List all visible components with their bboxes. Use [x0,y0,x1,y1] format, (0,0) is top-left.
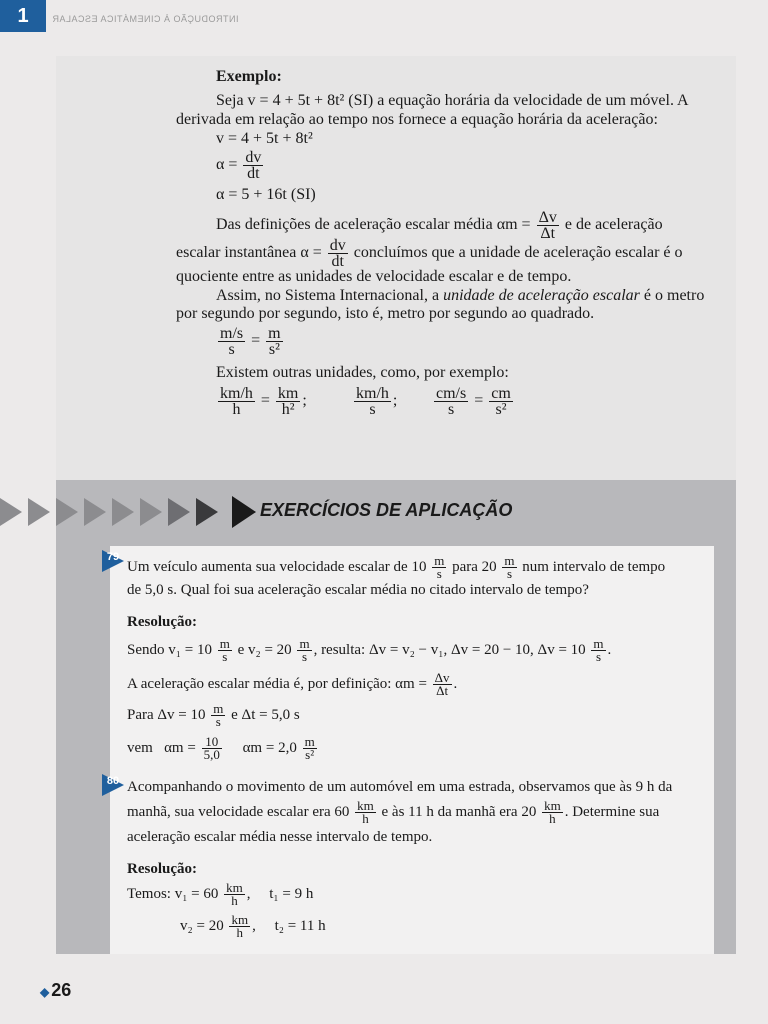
ex79-q-text-c: num intervalo de tempo [522,558,666,575]
section-arrows-decoration [0,494,258,530]
fraction-num: m [213,701,224,716]
si-line1 [216,287,704,305]
fraction-num: cm [491,385,511,402]
equation-velocity: v = 4 + 5t + 8t² [216,130,313,147]
fraction-den: s [222,649,228,664]
chapter-tab: 1 [0,0,46,32]
fraction-den: h [549,811,556,826]
ex79-r2-b: . [453,675,458,692]
fraction-den: s² [268,341,280,358]
fraction-kmh-h [218,386,255,417]
ex80-t2-a: v₂ = 20 [180,917,224,934]
fraction-num: Δv [538,209,557,226]
fraction-ms-s [218,326,245,357]
fraction-num: km [231,912,249,927]
fraction-den: Δt [436,683,449,698]
ex79-r1-a: Sendo v₁ = 10 [127,641,212,658]
diamond-icon: ◆ [40,985,50,999]
fraction-den: s [228,341,235,358]
fraction-den: s [436,566,442,581]
example-intro-line1: Seja v = 4 + 5t + 8t² (SI) a equação horária da velocidade de um móvel. A [216,92,689,109]
chevron-icon [196,498,218,526]
fraction-den: h [236,925,244,940]
ex79-question-line2: de 5,0 s. Qual foi sua aceleração escalar média no citado intervalo de tempo? [127,582,589,598]
ex79-question-line1 [127,555,665,580]
ex79-r2-a: A aceleração escalar média é, por definição: αm = [127,675,427,692]
fraction-den: 5,0 [203,747,220,762]
fraction-m-s [211,703,225,728]
chevron-icon [232,496,256,528]
ex79-r1-d: . [607,641,612,658]
fraction-num: m/s [220,325,244,342]
ex79-resolution-line2 [127,672,457,697]
fraction-m-s [297,638,311,663]
fraction-den: s [595,649,602,664]
fraction-den: h [362,811,369,826]
ex80-q-text-a: manhã, sua velocidade escalar era 60 [127,803,350,820]
fraction-num: m [268,325,281,342]
fraction-num: cm/s [436,385,467,402]
exercise-number-badge [100,772,126,798]
ex79-q-text-a: Um veículo aumenta sua velocidade escalar de 10 [127,558,427,575]
ex80-q-text-b: e às 11 h da manhã era 20 [381,803,537,820]
unit-example-2: $\frac{km/h}{s}$ ; [356,385,398,418]
fraction-num: m [434,553,445,568]
fraction-den: s [447,401,455,418]
fraction-dv-dt-mean [537,210,559,241]
fraction-num: km [277,385,299,402]
si-text-a: Assim, no Sistema Internacional, a [216,287,440,304]
ex80-t1-b: , t₁ = 9 h [246,885,314,902]
ex79-resolution-title: Resolução: [127,614,197,630]
si-line2: por segundo por segundo, isto é, metro por segundo ao quadrado. [176,305,595,322]
fraction-m-s [591,638,605,663]
ex79-resolution-line4 [127,736,319,761]
equation-derivative-lhs: α = [216,156,238,174]
example-intro-line2: derivada em relação ao tempo nos fornece a equação horária da aceleração: [176,111,658,128]
definition-text-a: Das definições de aceleração escalar média [216,216,493,234]
ex80-question-line1: Acompanhando o movimento de um automóvel em uma estrada, observamos que às 9 h da [127,779,673,795]
definition-line1 [216,210,663,241]
arrow-chevrons-icon [0,494,258,530]
fraction-den: Δt [540,225,556,242]
definition-am: αm = [496,216,531,234]
equation-acceleration: α = 5 + 16t (SI) [216,186,316,203]
fraction-num: km/h [356,385,389,402]
unit-example-3 [432,386,515,417]
ex79-resolution-line1 [127,638,611,663]
ex80-question-line2 [127,800,659,825]
unit-example-1: $\frac{km/h}{h}$ = $\frac{km}{\text{h²}}$ ; [220,385,307,418]
fraction-dv-dt [433,672,452,697]
ex80-q-text-c: . Determine sua [564,803,660,820]
ex80-resolution-line2 [180,914,326,939]
fraction-num: 10 [202,736,222,749]
fraction-num: dv [329,237,346,254]
example-title: Exemplo: [216,68,282,85]
chevron-icon [84,498,106,526]
section-title: EXERCÍCIOS DE APLICAÇÃO [260,500,513,520]
fraction-num: km [357,798,374,813]
chevron-icon [168,498,190,526]
fraction-num: m [219,636,230,651]
equals-sign: = [260,392,270,410]
fraction-num: km [544,798,561,813]
fraction-num: dv [245,149,262,166]
ex79-r3-a: Para Δv = 10 [127,706,206,723]
fraction-den: h [231,893,238,908]
equals-sign: = [474,392,484,410]
fraction-den: s [369,401,376,418]
exercise-number: 80 [106,775,120,787]
fraction-dv-dt [243,150,263,181]
fraction-num: m [504,553,515,568]
fraction-den: s [215,714,221,729]
chevron-icon [0,498,22,526]
running-head: INTRODUÇÃO À CINEMÁTICA ESCALAR [52,14,239,24]
fraction-num: m [304,734,315,749]
fraction-num: km/h [220,385,253,402]
fraction-m-s2 [266,326,282,357]
ex79-q-text-b: para 20 [452,558,497,575]
ex79-r4-c: αm = 2,0 [242,739,297,756]
ex80-t2-b: , t₂ = 11 h [252,917,326,934]
exercise-number: 79 [106,551,120,563]
chevron-icon [112,498,134,526]
definition-text-d: concluímos que a unidade de aceleração escalar é o [353,244,683,262]
definition-line3: quociente entre as unidades de velocidade escalar e de tempo. [176,268,572,285]
fraction-num: m [593,636,604,651]
definition-line2 [176,238,683,269]
fraction-num: Δv [434,670,450,685]
ex79-r1-b: e v₂ = 20 [237,641,292,658]
fraction-den: s [301,649,308,664]
page-number [40,980,71,1001]
definition-text-c: escalar instantânea α = [176,244,322,262]
ex80-resolution-title: Resolução: [127,861,197,877]
si-text-b: é o metro [643,287,705,304]
exercise-number-badge [100,548,126,574]
ex79-resolution-line3 [127,703,300,728]
definition-text-b: e de aceleração [564,216,663,234]
fraction-den: s² [495,401,507,418]
fraction-m-s [502,555,516,580]
fraction-km-h [224,882,245,907]
equals-sign: = [251,332,261,350]
ex79-r1-c: , resulta: Δv = v₂ − v₁, Δv = 20 − 10, Δv = 10 [313,641,586,658]
fraction-m-s2 [303,736,317,761]
chevron-icon [56,498,78,526]
fraction-kmh-s [354,386,391,417]
fraction-num: km [226,880,243,895]
ex80-resolution-line1 [127,882,313,907]
ex80-question-line3: aceleração escalar média nesse intervalo de tempo. [127,829,433,845]
fraction-km-h [355,800,376,825]
page-number-value: 26 [51,980,72,1000]
fraction-cm-s2 [489,386,513,417]
ex79-r3-b: e Δt = 5,0 s [231,706,300,723]
fraction-km-h2 [276,386,300,417]
fraction-cms-s [434,386,468,417]
chevron-icon [140,498,162,526]
fraction-10-5 [202,736,222,761]
equation-derivative [216,150,265,181]
fraction-km-h [229,914,250,939]
ex79-r4-b: αm = [164,739,196,756]
ex79-r4-a: vem [127,739,153,756]
fraction-dv-dt-inst [328,238,348,269]
fraction-den: dt [247,165,260,182]
si-emphasis: unidade de aceleração escalar [443,287,640,304]
fraction-km-h [542,800,563,825]
ex80-t1-a: Temos: v₁ = 60 [127,885,219,902]
fraction-den: dt [331,253,344,270]
fraction-den: h² [281,401,295,418]
fraction-num: m [299,636,310,651]
fraction-m-s [432,555,446,580]
fraction-den: h [232,401,241,418]
unit-equation [216,326,285,357]
fraction-m-s [218,638,232,663]
fraction-den: s² [305,747,315,762]
fraction-den: s [506,566,512,581]
other-units-intro: Existem outras unidades, como, por exemplo: [216,364,509,381]
chevron-icon [28,498,50,526]
